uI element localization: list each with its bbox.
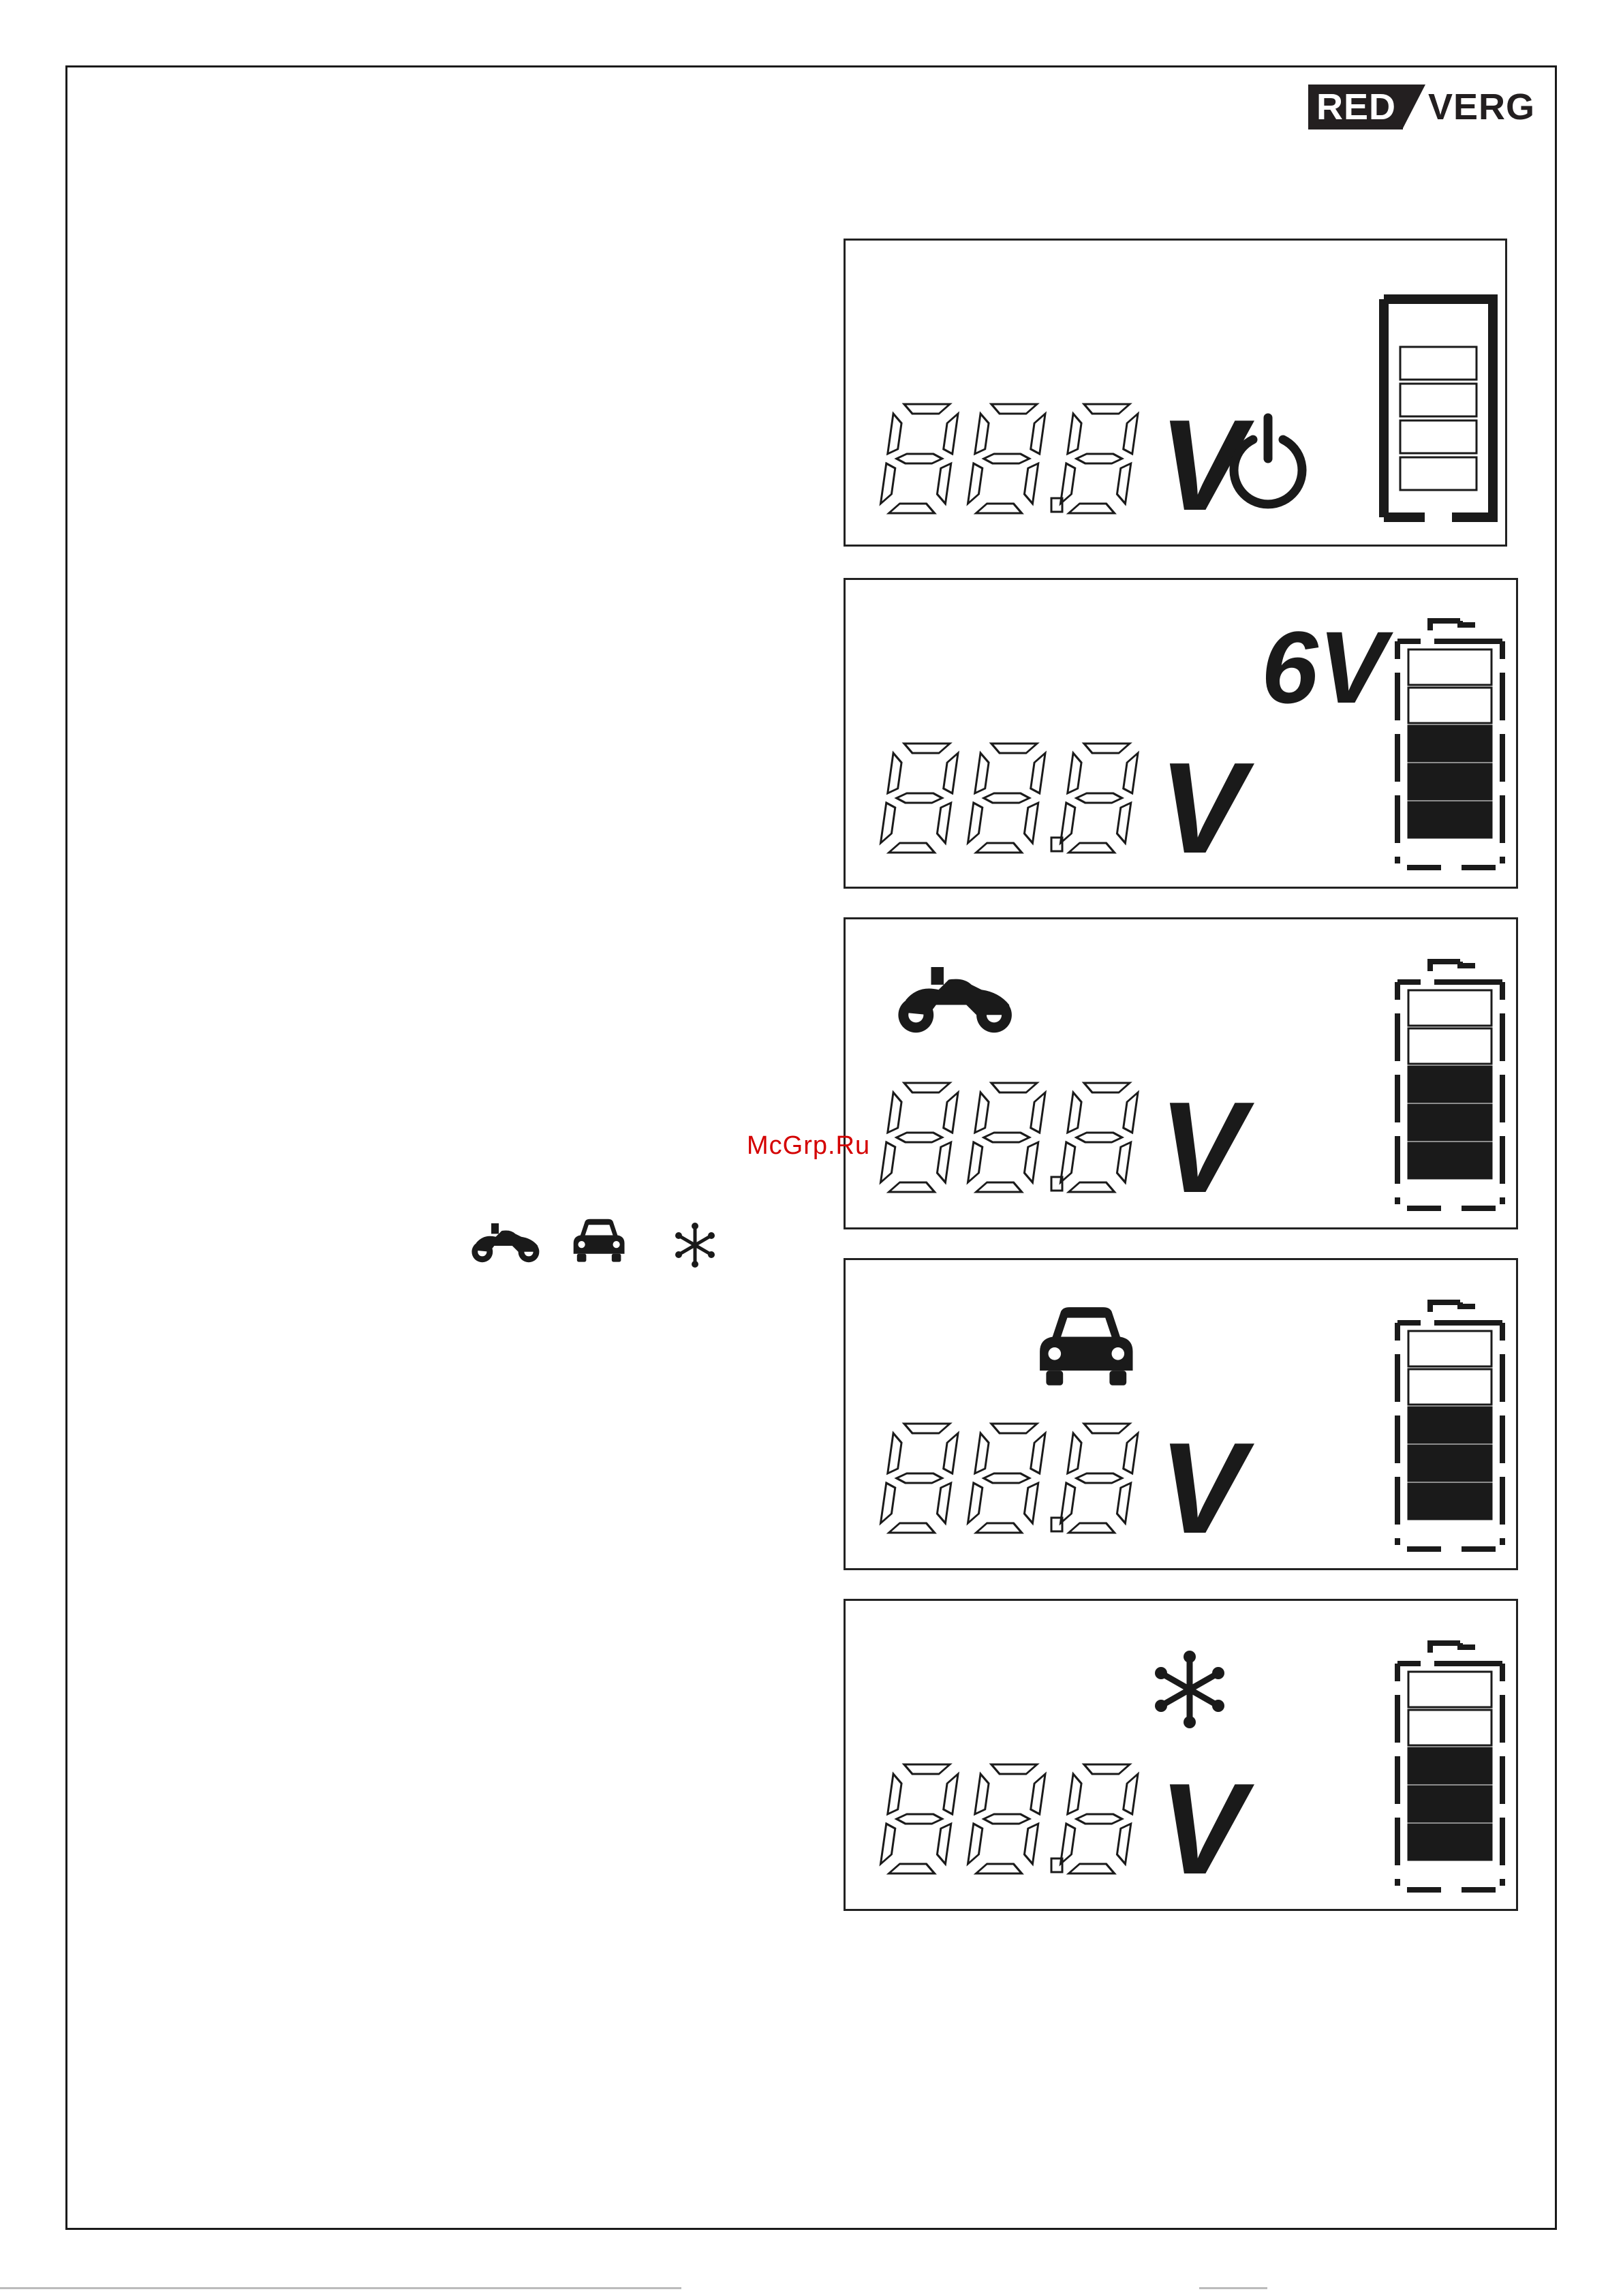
lcd-segment (1123, 1433, 1138, 1473)
lcd-segment (896, 1814, 943, 1824)
lcd-digit (1060, 1764, 1139, 1873)
lcd-panel-6v (844, 578, 1518, 889)
lcd-segment (1123, 414, 1138, 454)
lcd-segment (968, 1142, 983, 1182)
lcd-segment (1068, 753, 1083, 793)
lcd-segment (880, 803, 895, 843)
lcd-segment (880, 1142, 895, 1182)
battery-segment (1408, 1369, 1491, 1405)
lcd-segment (896, 793, 943, 803)
lcd-segment (936, 463, 950, 504)
lcd-segment (1069, 504, 1116, 513)
lcd-segment (976, 843, 1023, 853)
lcd-segment (903, 404, 950, 414)
lcd-digit (967, 744, 1047, 853)
lcd-segment (1068, 1092, 1083, 1133)
volt-unit: V (1159, 1075, 1246, 1220)
battery-segment (1408, 1824, 1491, 1860)
lcd-segment (983, 1814, 1030, 1824)
lcd-segment (1083, 1764, 1130, 1774)
lcd-segment (896, 1473, 943, 1483)
lcd-segment (1023, 463, 1038, 504)
lcd-segment (888, 1092, 903, 1133)
page-bottom-rule (0, 2287, 681, 2289)
lcd-segment (990, 1083, 1037, 1092)
brand-logo (1308, 85, 1535, 129)
lcd-segment (1083, 404, 1130, 414)
lcd-digit (1060, 404, 1139, 513)
lcd-digit (1060, 744, 1139, 853)
battery-segment (1408, 990, 1491, 1026)
snowflake-icon (1155, 1651, 1224, 1728)
page-bottom-rule (1199, 2287, 1267, 2289)
lcd-segment (983, 1473, 1030, 1483)
lcd-segment (880, 1824, 895, 1864)
lcd-segment (983, 1133, 1030, 1142)
volt-unit: V (1159, 393, 1246, 538)
lcd-segment (889, 1864, 936, 1873)
lcd-segment (936, 1483, 950, 1523)
lcd-digit (967, 1764, 1047, 1873)
lcd-digit (880, 1083, 959, 1192)
lcd-segment (976, 1523, 1023, 1533)
lcd-segment (975, 753, 990, 793)
lcd-motorcycle-svg (846, 919, 1520, 1231)
lcd-segment (903, 1083, 950, 1092)
lcd-segment (943, 753, 958, 793)
lcd-panel-cold (844, 1599, 1518, 1911)
battery-segment (1400, 457, 1477, 490)
lcd-segment (1115, 803, 1130, 843)
lcd-segment (1115, 463, 1130, 504)
lcd-segment (983, 454, 1030, 463)
car-icon (1040, 1307, 1132, 1386)
volt-unit: V (1159, 1757, 1246, 1901)
lcd-segment (1123, 1774, 1138, 1814)
lcd-segment (1076, 1814, 1123, 1824)
logo-red: RED (1308, 85, 1403, 129)
lcd-digit (1060, 1424, 1139, 1533)
lcd-car-svg (846, 1260, 1520, 1572)
lcd-segment (943, 1433, 958, 1473)
lcd-segment (889, 1182, 936, 1192)
lcd-segment (976, 1182, 1023, 1192)
lcd-segment (1083, 1424, 1130, 1433)
lcd-segment (990, 1764, 1037, 1774)
lcd-segment (1069, 1182, 1116, 1192)
battery-gauge (1397, 962, 1502, 1208)
lcd-cold-svg (846, 1601, 1520, 1913)
lcd-panel-car (844, 1258, 1518, 1570)
battery-segment (1400, 420, 1477, 453)
lcd-segment (880, 1483, 895, 1523)
lcd-segment (1069, 1864, 1116, 1873)
lcd-segment (889, 1523, 936, 1533)
logo-triangle (1402, 85, 1425, 129)
battery-terminal (1430, 962, 1475, 971)
motorcycle-icon (898, 967, 1012, 1032)
battery-segment (1408, 1748, 1491, 1784)
lcd-segment (1023, 803, 1038, 843)
lcd-segment (990, 744, 1037, 753)
lcd-segment (1030, 1433, 1045, 1473)
seven-segment-readout (880, 404, 1139, 513)
lcd-segment (1076, 1473, 1123, 1483)
battery-segment (1408, 1028, 1491, 1064)
lcd-segment (936, 1824, 950, 1864)
lcd-segment (880, 463, 895, 504)
lcd-segment (975, 1092, 990, 1133)
lcd-segment (1030, 1774, 1045, 1814)
seven-segment-readout (880, 1424, 1139, 1533)
lcd-segment (1076, 1133, 1123, 1142)
lcd-segment (903, 744, 950, 753)
volt-unit: V (1159, 1416, 1246, 1561)
seven-segment-readout (880, 1764, 1139, 1873)
lcd-segment (1068, 1433, 1083, 1473)
battery-segment (1408, 1672, 1491, 1707)
lcd-segment (1068, 414, 1083, 454)
mode-icon-row (463, 1210, 736, 1271)
lcd-segment (1069, 843, 1116, 853)
battery-segment (1408, 1067, 1491, 1102)
car-icon (574, 1219, 625, 1262)
battery-segment (1408, 726, 1491, 761)
volt-unit: V (1159, 736, 1246, 881)
motorcycle-icon (472, 1223, 539, 1262)
battery-segment (1408, 802, 1491, 838)
lcd-segment (1076, 454, 1123, 463)
lcd-segment (976, 504, 1023, 513)
lcd-6v-svg (846, 580, 1520, 891)
lcd-segment (983, 793, 1030, 803)
battery-segment (1408, 649, 1491, 685)
lcd-digit (967, 404, 1047, 513)
battery-segment (1408, 1331, 1491, 1366)
lcd-segment (888, 1774, 903, 1814)
lcd-segment (968, 463, 983, 504)
lcd-digit (880, 404, 959, 513)
battery-segment (1400, 384, 1477, 416)
lcd-segment (1068, 1774, 1083, 1814)
lcd-segment (975, 1774, 990, 1814)
seven-segment-readout (880, 1083, 1139, 1192)
battery-segment (1408, 1710, 1491, 1745)
battery-terminal (1430, 621, 1475, 630)
voltage-badge: 6V (1261, 610, 1387, 724)
lcd-panel-power (844, 239, 1507, 547)
lcd-segment (903, 1764, 950, 1774)
battery-segment (1408, 688, 1491, 723)
lcd-segment (943, 414, 958, 454)
battery-segment (1408, 1445, 1491, 1481)
lcd-segment (1083, 744, 1130, 753)
battery-segment (1408, 1143, 1491, 1178)
lcd-digit (967, 1083, 1047, 1192)
battery-terminal (1430, 1643, 1475, 1653)
battery-gauge (1397, 1302, 1502, 1549)
lcd-power-svg (846, 241, 1509, 549)
lcd-segment (1123, 1092, 1138, 1133)
lcd-segment (1023, 1824, 1038, 1864)
lcd-segment (1083, 1083, 1130, 1092)
lcd-segment (1115, 1483, 1130, 1523)
battery-segment (1408, 764, 1491, 799)
lcd-segment (990, 1424, 1037, 1433)
lcd-segment (975, 414, 990, 454)
battery-segment (1408, 1786, 1491, 1822)
battery-segment (1408, 1407, 1491, 1443)
lcd-segment (990, 404, 1037, 414)
lcd-digit (880, 744, 959, 853)
battery-gauge (1397, 621, 1502, 868)
battery-segment (1408, 1105, 1491, 1140)
lcd-segment (975, 1433, 990, 1473)
battery-segment (1400, 347, 1477, 380)
lcd-digit (880, 1764, 959, 1873)
lcd-panel-motorcycle (844, 917, 1518, 1229)
lcd-digit (1060, 1083, 1139, 1192)
lcd-segment (1030, 753, 1045, 793)
lcd-segment (1023, 1142, 1038, 1182)
lcd-digit (967, 1424, 1047, 1533)
battery-segment (1408, 1484, 1491, 1519)
lcd-segment (1115, 1824, 1130, 1864)
lcd-segment (889, 504, 936, 513)
lcd-segment (1023, 1483, 1038, 1523)
lcd-segment (976, 1864, 1023, 1873)
lcd-segment (1069, 1523, 1116, 1533)
lcd-segment (1030, 1092, 1045, 1133)
battery-gauge (1384, 299, 1493, 517)
lcd-segment (1076, 793, 1123, 803)
snowflake-icon (675, 1223, 715, 1268)
lcd-segment (888, 414, 903, 454)
battery-gauge (1397, 1643, 1502, 1890)
lcd-digit (880, 1424, 959, 1533)
lcd-segment (968, 803, 983, 843)
lcd-segment (968, 1483, 983, 1523)
lcd-segment (888, 753, 903, 793)
lcd-segment (1030, 414, 1045, 454)
seven-segment-readout (880, 744, 1139, 853)
lcd-segment (943, 1774, 958, 1814)
battery-terminal (1430, 1302, 1475, 1312)
lcd-segment (968, 1824, 983, 1864)
lcd-segment (888, 1433, 903, 1473)
logo-verg: VERG (1428, 87, 1536, 127)
lcd-segment (889, 843, 936, 853)
lcd-segment (936, 1142, 950, 1182)
lcd-segment (896, 454, 943, 463)
lcd-segment (1115, 1142, 1130, 1182)
lcd-segment (896, 1133, 943, 1142)
watermark: McGrp.Ru (747, 1131, 871, 1160)
lcd-segment (1123, 753, 1138, 793)
lcd-segment (936, 803, 950, 843)
lcd-segment (943, 1092, 958, 1133)
lcd-segment (903, 1424, 950, 1433)
